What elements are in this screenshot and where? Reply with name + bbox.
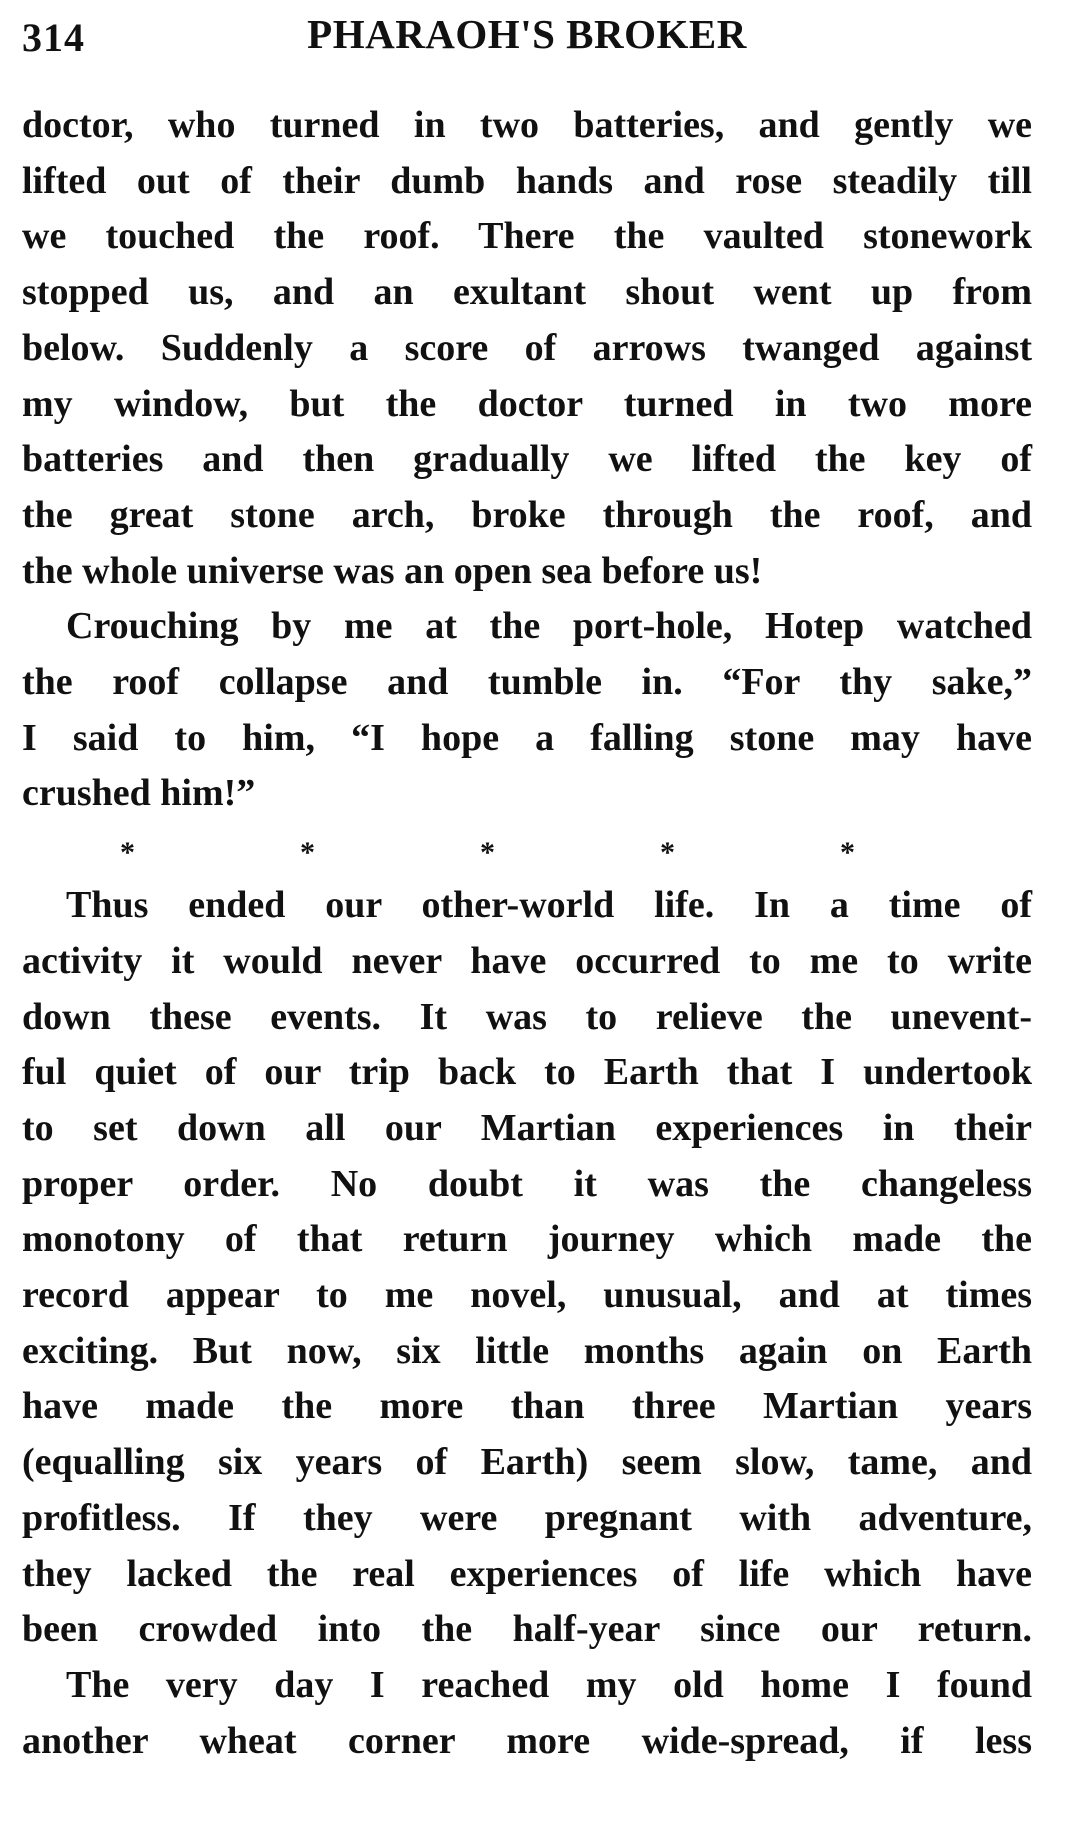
text-line: down these events. It was to relieve the unevent- [22,995,1032,1038]
text-line: have made the more than three Martian years [22,1385,1032,1428]
text-line: profitless. If they were pregnant with adventure, [22,1496,1032,1539]
text-line: the great stone arch, broke through the roof, and [22,493,1032,536]
text-line: my window, but the doctor turned in two more [22,382,1032,425]
page-number: 314 [22,15,85,60]
page-header [22,10,1032,66]
text-line: lifted out of their dumb hands and rose steadily till [22,159,1032,202]
text-line: Crouching by me at the port-hole, Hotep watched [66,605,1032,648]
text-line: they lacked the real experiences of life which have [22,1552,1032,1595]
paragraph [22,878,1032,1658]
text-line: the whole universe was an open sea before us! [22,549,763,592]
text-line: crushed him!” [22,772,256,815]
text-line: (equalling six years of Earth) seem slow, tame, and [22,1441,1032,1484]
text-line: to set down all our Martian experiences in their [22,1106,1032,1149]
text-line: record appear to me novel, unusual, and at times [22,1274,1032,1317]
text-line: been crowded into the half-year since our return. [22,1608,1032,1651]
section-break-asterisk: * [660,836,675,870]
text-line: below. Suddenly a score of arrows twanged against [22,326,1032,369]
section-break-asterisk: * [300,836,315,870]
text-line: stopped us, and an exultant shout went up from [22,271,1032,314]
paragraph [22,98,1032,599]
text-line: monotony of that return journey which made the [22,1218,1032,1261]
section-break-asterisk: * [120,836,135,870]
text-line: The very day I reached my old home I found [66,1663,1032,1706]
text-line: the roof collapse and tumble in. “For thy sake,” [22,661,1032,704]
body-text [22,98,1032,1769]
text-line: batteries and then gradually we lifted the key of [22,438,1032,481]
running-title: PHARAOH'S BROKER [307,11,747,57]
text-line: we touched the roof. There the vaulted stonework [22,215,1032,258]
section-break-asterisk: * [480,836,495,870]
paragraph [22,599,1032,822]
text-line: exciting. But now, six little months again on Earth [22,1329,1032,1372]
text-line: ful quiet of our trip back to Earth that I undertook [22,1051,1032,1094]
section-break-asterisk: * [840,836,855,870]
section-break [22,822,1032,878]
text-line: doctor, who turned in two batteries, and gently we [22,104,1032,146]
text-line: activity it would never have occurred to me to write [22,939,1032,982]
text-line: Thus ended our other-world life. In a time of [66,884,1032,927]
text-line: I said to him, “I hope a falling stone may have [22,716,1032,759]
text-line: another wheat corner more wide-spread, if less [22,1719,1032,1762]
text-line: proper order. No doubt it was the changeless [22,1162,1032,1205]
paragraph [22,1658,1032,1769]
